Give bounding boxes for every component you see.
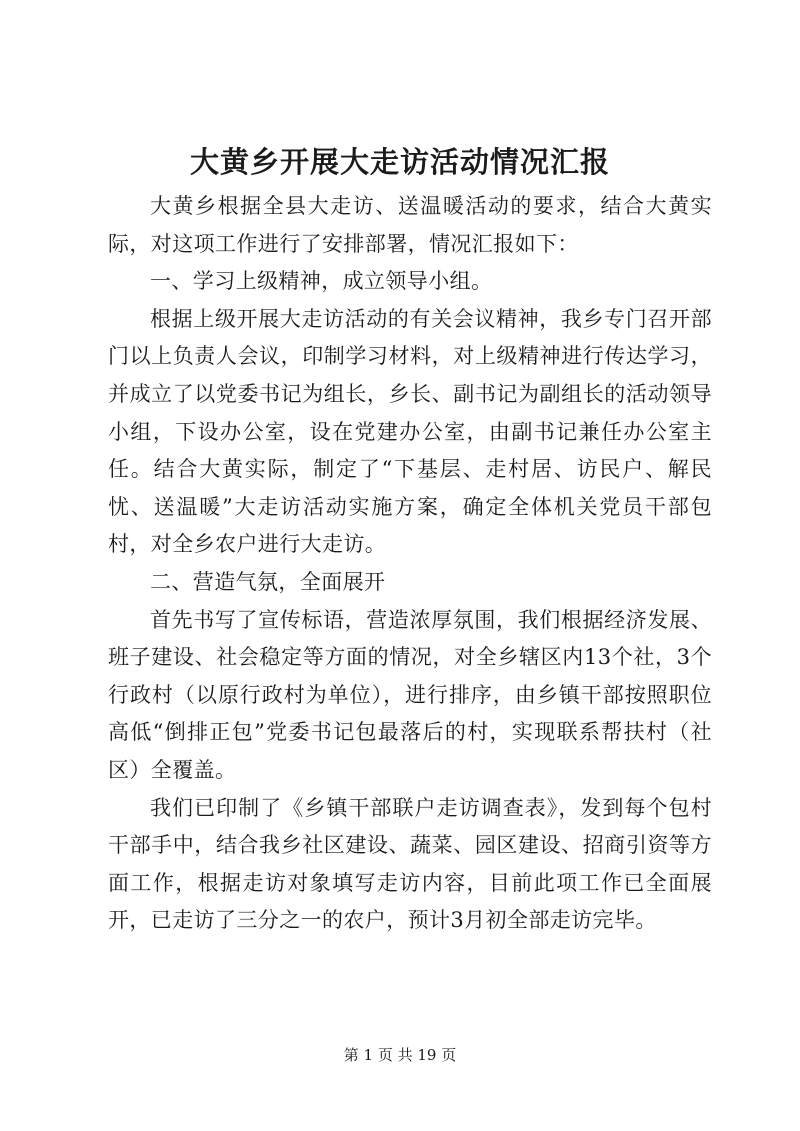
document-body <box>108 188 712 940</box>
page-number-footer: 第 1 页 共 19 页 <box>343 1046 457 1064</box>
section-heading-2: 二、营造气氛，全面展开 <box>150 569 386 594</box>
paragraph-intro: 大黄乡根据全县大走访、送温暖活动的要求，结合大黄实际，对这项工作进行了安排部署，情况汇报如下： <box>108 194 712 256</box>
paragraph-section-2a: 首先书写了宣传标语，营造浓厚氛围，我们根据经济发展、班子建设、社会稳定等方面的情况，对全乡辖区内13个社，3个行政村（以原行政村为单位），进行排序，由乡镇干部按照职位高低“倒排正包”党委书记包最落后的村，实现联系帮扶村（社区）全覆盖。 <box>108 607 712 782</box>
section-heading-1: 一、学习上级精神，成立领导小组。 <box>150 269 493 294</box>
paragraph-section-2b: 我们已印制了《乡镇干部联户走访调查表》，发到每个包村干部手中，结合我乡社区建设、蔬菜、园区建设、招商引资等方面工作，根据走访对象填写走访内容，目前此项工作已全面展开，已走访了三分之一的农户，预计3月初全部走访完毕。 <box>108 795 712 933</box>
document-title: 大黄乡开展大走访活动情况汇报 <box>189 145 610 179</box>
paragraph-section-1: 根据上级开展大走访活动的有关会议精神，我乡专门召开部门以上负责人会议，印制学习材料，对上级精神进行传达学习，并成立了以党委书记为组长，乡长、副书记为副组长的活动领导小组，下设办公室，设在党建办公室，由副书记兼任办公室主任。结合大黄实际，制定了“下基层、走村居、访民户、解民忧、送温暖”大走访活动实施方案，确定全体机关党员干部包村，对全乡农户进行大走访。 <box>108 306 712 557</box>
